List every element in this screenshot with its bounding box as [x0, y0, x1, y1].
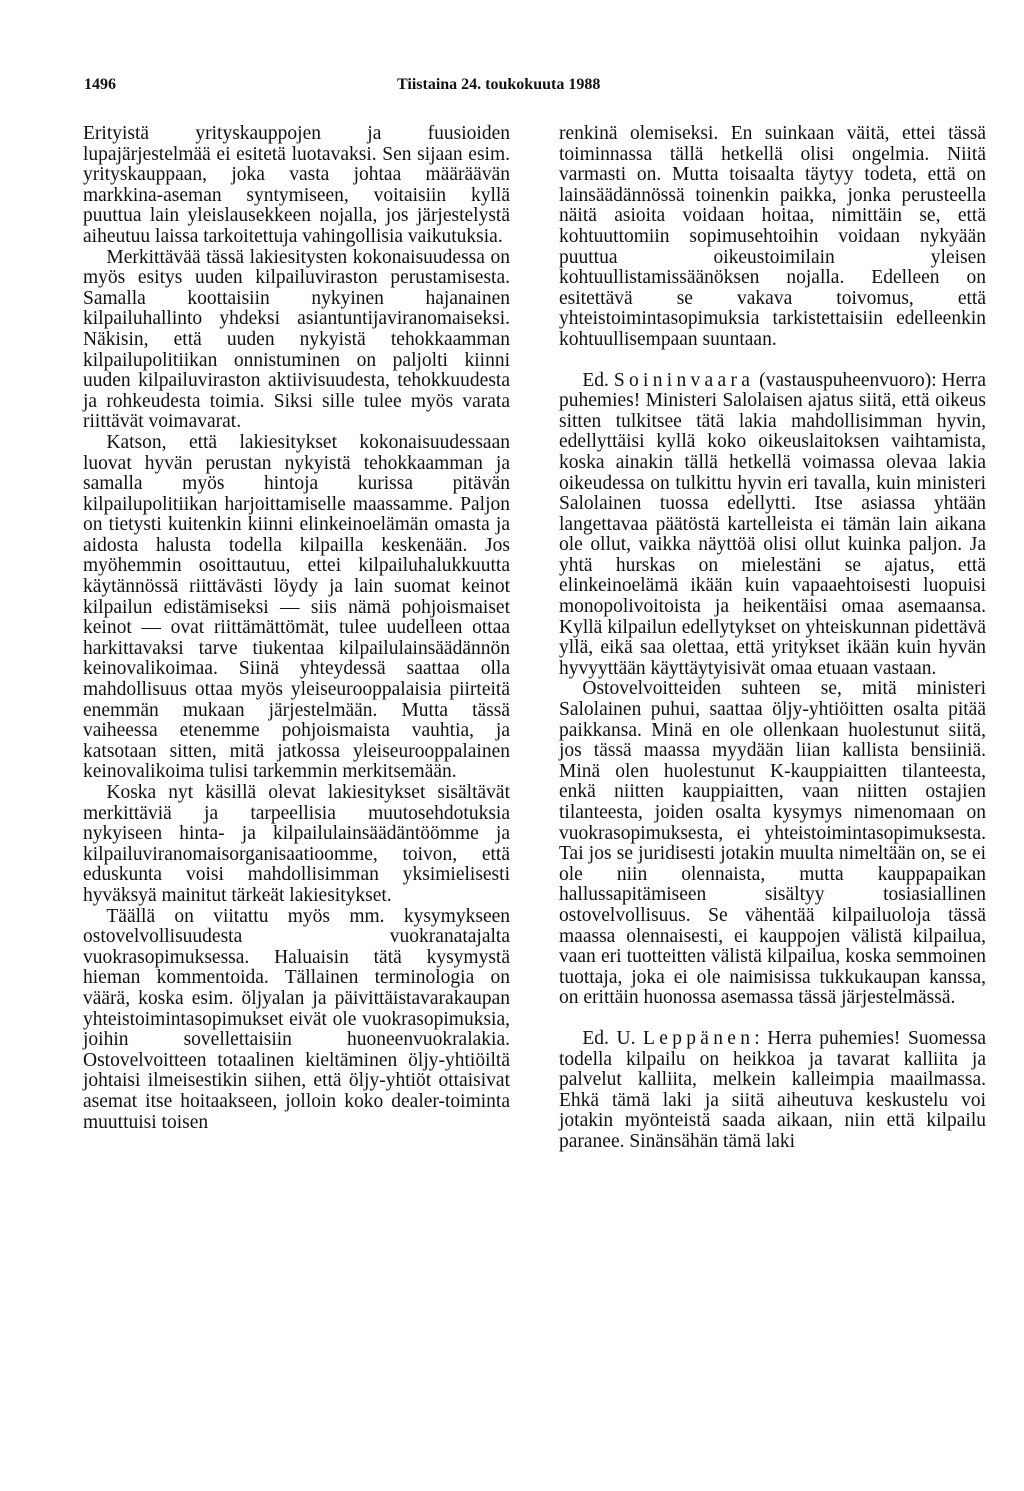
body-paragraph: Erityistä yrityskauppojen ja fuusioiden lupajärjestelmää ei esitetä luotavaksi. Sen sijaan esim. yrityskauppaan, joka vasta johtaa määräävän markkina-aseman syntymiseen, voitaisiin kyllä puuttua lain yleislausekkeen nojalla, jos järjestelystä aiheutuu laissa tarkoitettuja vahingollisia vaikutuksia. [83, 123, 510, 247]
running-head: Tiistaina 24. toukokuuta 1988 [397, 76, 601, 93]
speaker-prefix: Ed. U. [582, 1027, 636, 1049]
body-paragraph: Koska nyt käsillä olevat lakiesitykset sisältävät merkittäviä ja tarpeellisia muutosehdotuksia nykyiseen hinta- ja kilpailulainsäädäntöömme ja kilpailuviranomaisorganisaatioomme, toivon, että eduskunta voisi mahdollisimman yksimielisesti hyväksyä mainitut tärkeät lakiesitykset. [83, 782, 510, 906]
left-column [83, 124, 510, 1133]
page-header [0, 76, 1024, 100]
right-column [559, 124, 986, 1153]
body-paragraph: Ostovelvoitteiden suhteen se, mitä ministeri Salolainen puhui, saattaa öljy-yhtiöitten osalta pitää paikkansa. Minä en ole ollenkaan huolestunut siitä, jos tässä maassa myydään liian kallista bensiiniä. Minä olen huolestunut K-kauppiaitten tilanteesta, enkä niitten kauppiaitten, vaan niitten ostajien tilanteesta, joiden osalta kysymys nimenomaan on vuokrasopimuksesta, ei yhteistoimintasopimuksesta. Tai jos se juridisesti jotakin muulta nimeltään on, se ei ole niin olennaista, mutta kauppapaikan hallussapitämiseen sisältyy tosiasiallinen ostovelvollisuus. Se vähentää kilpailuoloja tässä maassa olennaisesti, ei kauppojen välistä kilpailua, vaan eri tuotteitten välistä kilpailua, koska semmoinen tuottaja, joka ei ole naimisissa tukkukaupan kanssa, on erittäin huonossa asemassa tässä järjestelmässä. [559, 678, 986, 1009]
speech-leppanen [559, 1029, 986, 1153]
speech-text: (vastauspuheenvuoro): Herra puhemies! Ministeri Salolaisen ajatus siitä, että oikeus sitten tulkitsee tätä lakia mahdollisimman hyvin, edellyttäisi kyllä koko oikeuslaitoksen vaihtamista, koska ainakin tällä hetkellä voimassa olevaa lakia oikeudessa on tulkittu hyvin eri tavalla, kuin ministeri Salolainen tuossa edellytti. Itse asiassa yhtään langettavaa päätöstä kartelleista ei tämän lain aikana ole ollut, vaikka näyttöä olisi ollut kuinka paljon. Ja yhtä hurskas on mielestäni se ajatus, että elinkeinoelämä ikään kuin vapaaehtoisesti luopuisi monopolivoitoista ja heikentäisi omaa asemaansa. Kyllä kilpailun edellytykset on yhteiskunnan pidettävä yllä, eikä saa olettaa, että yritykset ikään kuin hyvän hyvyyttään käyttäytyisivät omaa etuaan vastaan. [559, 369, 986, 679]
speaker-name: Leppänen [643, 1027, 755, 1049]
body-paragraph: Merkittävää tässä lakiesitysten kokonaisuudessa on myös esitys uuden kilpailuviraston perustamisesta. Samalla koottaisiin nykyinen hajanainen kilpailuhallinto yhdeksi asiantuntijaviranomaiseksi. Näkisin, että uuden nykyistä tehokkaamman kilpailupolitiikan onnistuminen on paljolti kiinni uuden kilpailuviraston aktiivisuudesta, tehokkuudesta ja rohkeudesta toimia. Siksi sille tulee myös varata riittävät voimavarat. [83, 246, 510, 433]
speaker-name: Soininvaara [613, 369, 755, 391]
body-paragraph: Katson, että lakiesitykset kokonaisuudessaan luovat hyvän perustan nykyistä tehokkaamman ja samalla myös hintoja kurissa pitävän kilpailupolitiikan harjoittamiselle maassamme. Paljon on tietysti kuitenkin kiinni elinkeinoelämän omasta ja aidosta halusta todella kilpailla keskenään. Jos myöhemmin osoittautuu, ettei kilpailuhalukkuutta käytännössä riittävästi löydy ja lain suomat keinot kilpailun edistämiseksi — siis nämä pohjoismaiset keinot — ovat riittämättömät, tulee uudelleen ottaa harkittavaksi tarve tiukentaa kilpailulainsäädännön keinovalikoimaa. Siinä yhteydessä saattaa olla mahdollisuus ottaa myös yleiseurooppalaisia piirteitä enemmän mukaan järjestelmään. Mutta tässä vaiheessa etenemme pohjoismaista vauhtia, ja katsotaan sitten, mitä jatkossa yleiseurooppalainen keinovalikoima tulisi tarkemmin merkitsemään. [83, 431, 510, 783]
speaker-prefix: Ed. [582, 369, 609, 391]
page-number: 1496 [84, 76, 116, 93]
speech-text: : Herra puhemies! Suomessa todella kilpailu on heikkoa ja tavarat kalliita ja palvelut kalliita, melkein kalleimpia maailmassa. Ehkä tämä laki ja siitä aiheutuva keskustelu voi jotakin myönteistä saada aikaan, niin että kilpailu paranee. Sinänsähän tämä laki [559, 1027, 987, 1152]
body-paragraph: Täällä on viitattu myös mm. kysymykseen ostovelvollisuudesta vuokranatajalta vuokrasopimuksessa. Haluaisin tätä kysymystä hieman kommentoida. Tällainen terminologia on väärä, koska esim. öljyalan ja päivittäistavarakaupan yhteistoimintasopimukset eivät ole vuokrasopimuksia, joihin sovellettaisiin huoneenvuokralakia. Ostovelvoitteen totaalinen kieltäminen öljy-yhtiöiltä johtaisi ilmeisestikin siihen, että öljy-yhtiöt ottaisivat asemat itse hoitaakseen, jolloin koko dealer-toiminta muuttuisi toisen [83, 905, 510, 1133]
continuation-paragraph: renkinä olemiseksi. En suinkaan väitä, ettei tässä toiminnassa tällä hetkellä olisi ongelmia. Niitä varmasti on. Mutta toisaalta täytyy todeta, että on lainsäädännössä toinenkin paikka, jonka perusteella näitä asioita voidaan hoitaa, nimittäin se, että kohtuuttomiin sopimusehtoihin voidaan nykyään puuttua oikeustoimilain yleisen kohtuullistamissäänöksen nojalla. Edelleen on esitettävä se vakava toivomus, että yhteistoimintasopimuksia tarkistettaisiin edelleenkin kohtuullisempaan suuntaan. [559, 123, 986, 350]
speech-soininvaara [559, 371, 986, 680]
